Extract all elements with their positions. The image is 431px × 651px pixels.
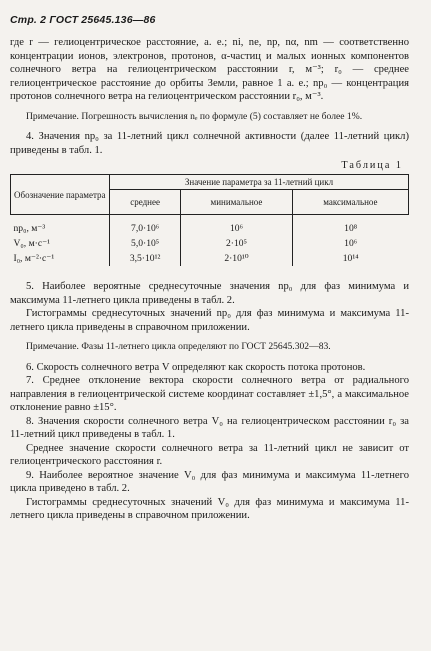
cell-mean: 7,0·10⁶ [110,215,181,237]
table-row [11,236,409,251]
table-1 [10,174,409,266]
cell-max: 10⁶ [292,236,408,251]
col-header-min: минимальное [181,190,293,215]
group-header: Значение параметра за 11-летний цикл [110,175,409,190]
table-row [11,215,409,237]
cell-min: 2·10¹⁰ [181,251,293,266]
paragraph-9: 9. Наиболее вероятное значение V₀ для фаз минимума и максимума 11-летнего цикла приведено в табл. 2. [10,469,409,494]
row-param: I₀, м⁻²·с⁻¹ [13,253,55,264]
page-header: Стр. 2 ГОСТ 25645.136—86 [10,14,156,26]
cell-min: 10⁶ [181,215,293,237]
paragraph-8: 8. Значения скорости солнечного ветра V₀ на гелиоцентрическом расстоянии r₀ за 11-летний цикл приведены в табл. 1. [10,415,409,440]
cell-mean: 3,5·10¹² [110,251,181,266]
cell-min: 2·10⁵ [181,236,293,251]
table-row [11,251,409,266]
note-1: Примечание. Погрешность вычисления nₑ по формуле (5) составляет не более 1%. [26,110,363,122]
paragraph-5b: Гистограммы среднесуточных значений np₀ для фаз минимума и максимума 11-летнего цикла приведены в справочном приложении. [10,308,409,333]
cell-max: 10⁸ [292,215,408,237]
table-caption: Таблица 1 [341,160,403,171]
intro-paragraph: где r — гелиоцентрическое расстояние, а. е.; ni, ne, np, nα, nm — соответственно концентрации ионов, электронов, протонов, α-частиц и малых ионных компонентов солнечного ветра на гелиоцентрическом расстоянии r, м⁻³; r₀ — среднее гелиоцентрическое расстояние до орбиты Земли, равное 1 а. е.; np₀ — концентрация протонов солнечного ветра на гелиоцентрическом расстоянии r₀, м⁻³. [10,37,409,102]
paragraph-7: 7. Среднее отклонение вектора скорости солнечного ветра от радиального направления в гелиоцентрической системе координат составляет ±1,5°, а максимальное отклонение равно ±15°. [10,375,409,413]
paragraph-9b: Гистограммы среднесуточных значений V₀ для фаз минимума и максимума 11-летнего цикла приведены в справочном приложении. [10,496,409,521]
col-header-max: максимальное [292,190,408,215]
cell-max: 10¹⁴ [292,251,408,266]
col-header-mean: среднее [110,190,181,215]
paragraph-5: 5. Наиболее вероятные среднесуточные значения np₀ для фаз минимума и максимума 11-летнего цикла приведены в табл. 2. [10,281,409,306]
paragraph-6: 6. Скорость солнечного ветра V определяют как скорость потока протонов. [26,361,366,373]
paragraph-8b: Среднее значение скорости солнечного ветра за 11-летний цикл не зависит от гелиоцентрического расстояния r. [10,442,409,467]
row-param: np₀, м⁻³ [13,223,46,234]
note-2: Примечание. Фазы 11-летнего цикла определяют по ГОСТ 25645.302—83. [26,341,331,352]
paragraph-4: 4. Значения np₀ за 11-летний цикл солнечной активности (далее 11-летний цикл) приведены в табл. 1. [10,131,409,156]
row-param: V₀, м·с⁻¹ [13,238,51,249]
param-header: Обозначение параметра [11,175,110,215]
cell-mean: 5,0·10⁵ [110,236,181,251]
